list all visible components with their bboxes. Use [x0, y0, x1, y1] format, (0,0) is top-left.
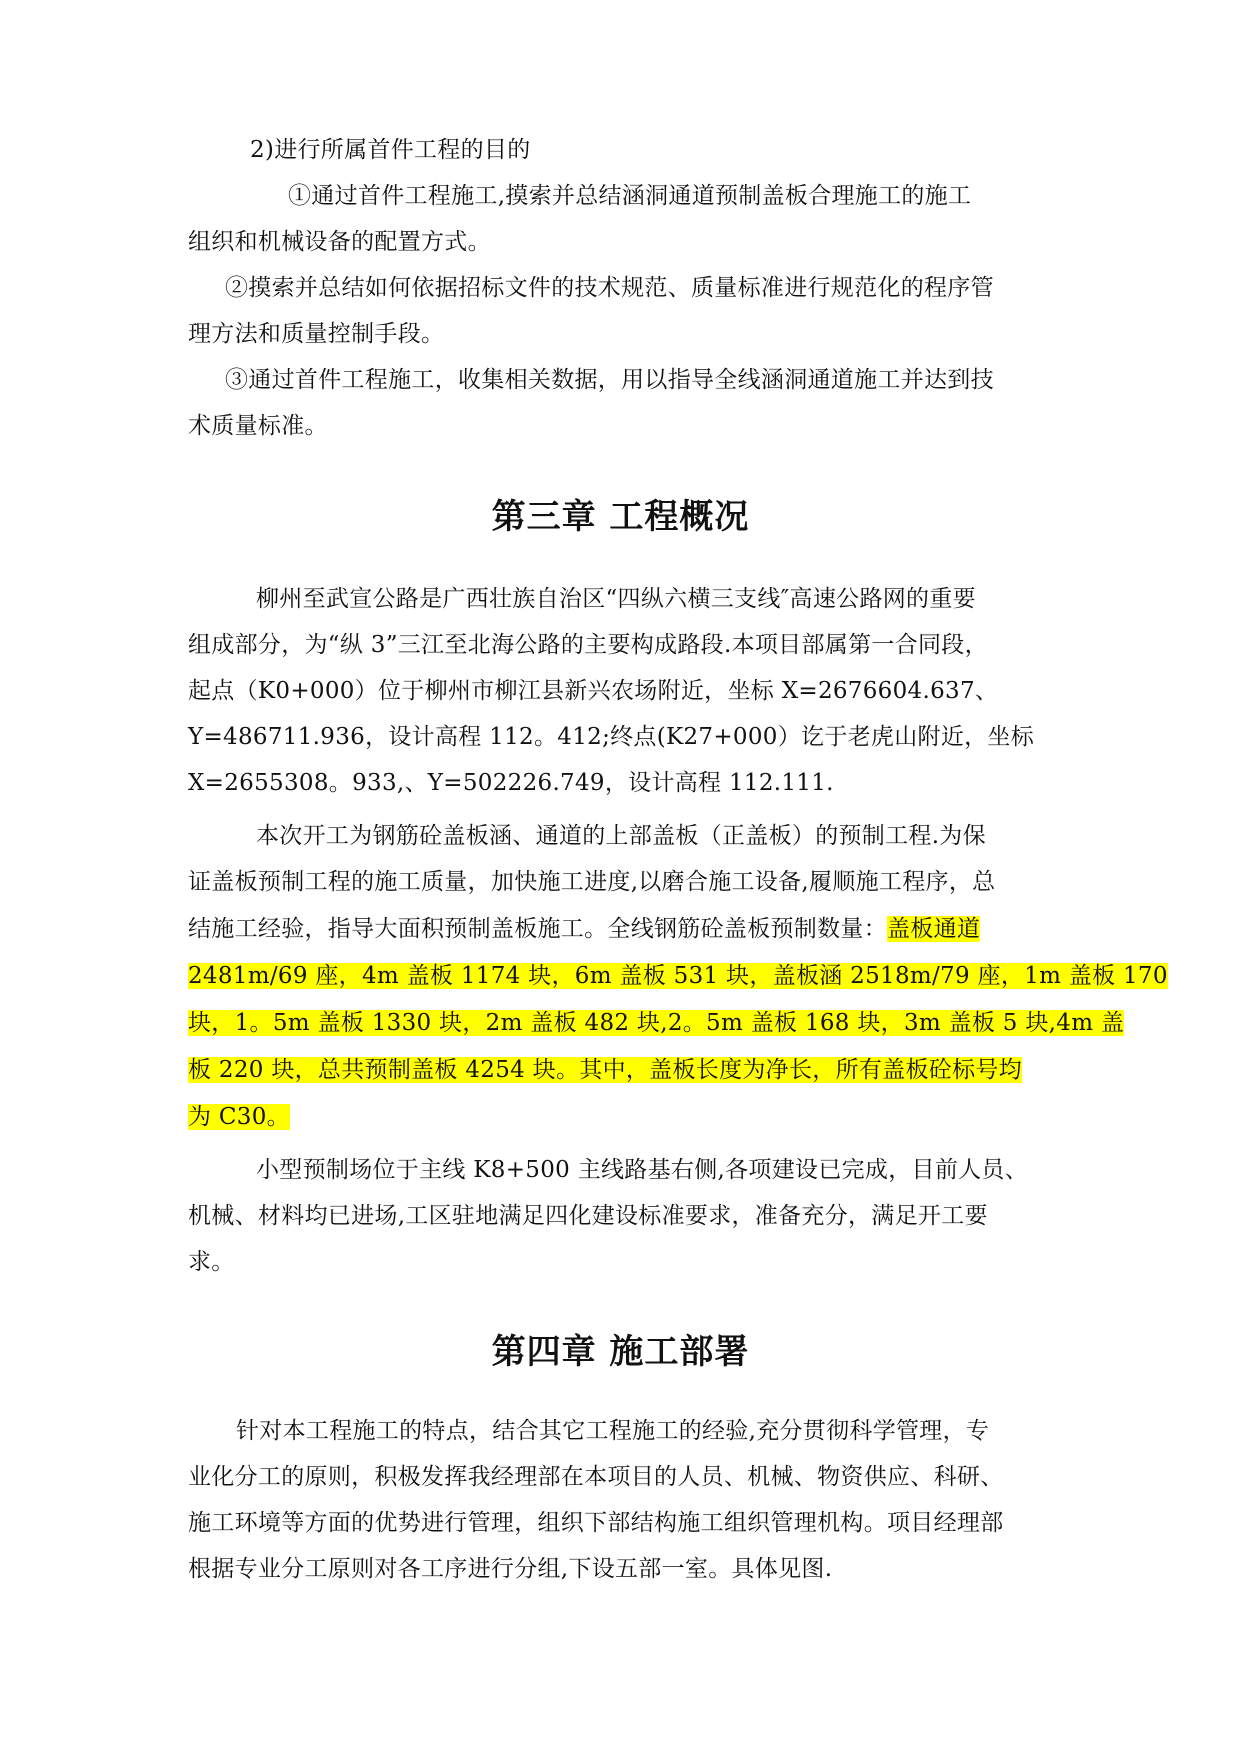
highlighted-text: 盖板通道: [887, 916, 981, 942]
paragraph-line: 术质量标准。: [188, 413, 328, 439]
paragraph-line: ①通过首件工程施工,摸索并总结涵洞通道预制盖板合理施工的施工: [288, 183, 972, 209]
paragraph-line: [188, 1101, 290, 1133]
paragraph-line: [188, 1007, 1124, 1039]
paragraph-line: 求。: [188, 1249, 235, 1275]
chapter-3-heading: 第三章 工程概况: [491, 497, 750, 537]
paragraph-line: 理方法和质量控制手段。: [188, 321, 445, 347]
text-segment: 结施工经验，指导大面积预制盖板施工。全线钢筋砼盖板预制数量：: [188, 916, 887, 942]
subsection-title: 2)进行所属首件工程的目的: [250, 137, 531, 163]
paragraph-line: 组织和机械设备的配置方式。: [188, 229, 491, 255]
paragraph-line: 证盖板预制工程的施工质量，加快施工进度,以磨合施工设备,履顺施工程序，总: [188, 869, 996, 895]
paragraph-line: 柳州至武宣公路是广西壮族自治区“四纵六横三支线″高速公路网的重要: [256, 586, 976, 612]
chapter-4-heading: 第四章 施工部署: [491, 1332, 750, 1372]
paragraph-line: [188, 960, 1168, 992]
paragraph-line: 组成部分，为“纵 3”三江至北海公路的主要构成路段.本项目部属第一合同段，: [188, 632, 988, 658]
highlighted-text: 2481m/69 座，4m 盖板 1174 块，6m 盖板 531 块，盖板涵 2518m/79 座，1m 盖板 170: [188, 963, 1168, 989]
highlighted-text: 板 220 块，总共预制盖板 4254 块。其中，盖板长度为净长，所有盖板砼标号均: [188, 1057, 1022, 1083]
paragraph-line: ③通过首件工程施工，收集相关数据，用以指导全线涵洞通道施工并达到技: [225, 367, 994, 393]
paragraph-line: 小型预制场位于主线 K8+500 主线路基右侧,各项建设已完成，目前人员、: [256, 1157, 1029, 1183]
paragraph-line: 本次开工为钢筋砼盖板涵、通道的上部盖板（正盖板）的预制工程.为保: [256, 823, 986, 849]
paragraph-line: Y=486711.936，设计高程 112。412;终点(K27+000）讫于老虎山附近，坐标: [188, 724, 1035, 750]
paragraph-line: 起点（K0+000）位于柳州市柳江县新兴农场附近，坐标 X=2676604.637、: [188, 678, 999, 704]
paragraph-line: [188, 1054, 1022, 1086]
paragraph-line: ②摸索并总结如何依据招标文件的技术规范、质量标准进行规范化的程序管: [225, 275, 994, 301]
paragraph-line: 业化分工的原则，积极发挥我经理部在本项目的人员、机械、物资供应、科研、: [188, 1464, 1004, 1490]
highlighted-text: 块，1。5m 盖板 1330 块，2m 盖板 482 块,2。5m 盖板 168 块，3m 盖板 5 块,4m 盖: [188, 1010, 1125, 1036]
paragraph-line: 施工环境等方面的优势进行管理，组织下部结构施工组织管理机构。项目经理部: [188, 1510, 1004, 1536]
paragraph-line: [188, 913, 980, 945]
paragraph-line: 针对本工程施工的特点，结合其它工程施工的经验,充分贯彻科学管理，专: [236, 1418, 990, 1444]
paragraph-line: 根据专业分工原则对各工序进行分组,下设五部一室。具体见图.: [188, 1556, 833, 1582]
paragraph-line: 机械、材料均已进场,工区驻地满足四化建设标准要求，准备充分，满足开工要: [188, 1203, 988, 1229]
paragraph-line: X=2655308。933,、Y=502226.749，设计高程 112.111.: [188, 770, 834, 796]
highlighted-text: 为 C30。: [188, 1104, 290, 1130]
